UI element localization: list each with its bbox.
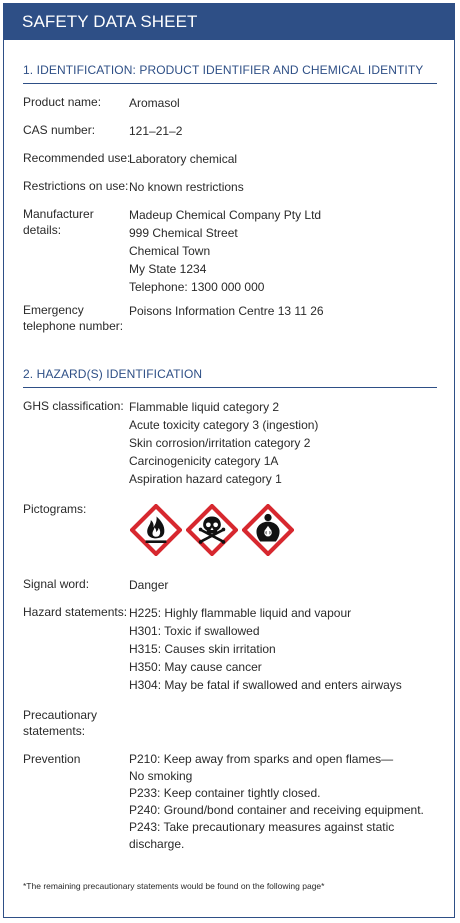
manufacturer-line: Chemical Town: [129, 244, 211, 258]
hazard-statement: H301: Toxic if swallowed: [129, 624, 260, 638]
sheet-title: SAFETY DATA SHEET: [4, 4, 454, 40]
prevention-line: P240: Ground/bond container and receiving equipment.: [129, 803, 424, 817]
product-name-label: Product name:: [23, 95, 102, 109]
manufacturer-line: My State 1234: [129, 262, 207, 276]
cas-label: CAS number:: [23, 123, 96, 137]
hazard-statement: H225: Highly flammable liquid and vapour: [129, 606, 352, 620]
manufacturer-label-line-2: details:: [23, 223, 62, 237]
ghs-item: Carcinogenicity category 1A: [129, 454, 279, 468]
manufacturer-line: Madeup Chemical Company Pty Ltd: [129, 208, 322, 222]
signal-word-value: Danger: [129, 578, 169, 592]
manufacturer-label: [23, 206, 133, 238]
manufacturer-line: 999 Chemical Street: [129, 226, 238, 240]
emergency-label-line-1: Emergency: [23, 303, 84, 317]
precautionary-label: [23, 707, 133, 739]
emergency-label: [23, 302, 133, 334]
recommended-use-value: Laboratory chemical: [129, 152, 238, 166]
section-2-title: 2. HAZARD(S) IDENTIFICATION: [23, 367, 437, 388]
skull-crossbones-icon: [186, 504, 238, 556]
emergency-label-line-2: telephone number:: [23, 319, 124, 333]
hazard-statement: H304: May be fatal if swallowed and enters airways: [129, 678, 402, 692]
ghs-item: Acute toxicity category 3 (ingestion): [129, 418, 319, 432]
product-name-value: Aromasol: [129, 96, 180, 110]
manufacturer-label-line-1: Manufacturer: [23, 207, 94, 221]
prevention-line: P233: Keep container tightly closed.: [129, 786, 321, 800]
health-hazard-icon: [242, 504, 294, 556]
pictograms-group: [130, 504, 294, 556]
prevention-label: Prevention: [23, 752, 81, 766]
hazard-statements-row: [23, 604, 443, 700]
ghs-classifications: [129, 398, 441, 488]
signal-word-label: Signal word:: [23, 577, 90, 591]
ghs-item: Flammable liquid category 2: [129, 400, 280, 414]
ghs-label: GHS classification:: [23, 399, 124, 413]
ghs-row: [23, 398, 443, 494]
prevention-line: P210: Keep away from sparks and open flames—: [129, 752, 394, 766]
footnote: *The remaining precautionary statements would be found on the following page*: [23, 881, 325, 891]
precautionary-row: [23, 707, 443, 743]
hazard-statements-label: Hazard statements:: [23, 605, 128, 619]
emergency-value: Poisons Information Centre 13 11 26: [129, 304, 324, 318]
emergency-row: [23, 302, 443, 338]
pictograms-row: [23, 501, 443, 561]
restrictions-label: Restrictions on use:: [23, 179, 129, 193]
prevention-statements: [129, 751, 441, 853]
prevention-line: No smoking: [129, 769, 193, 783]
prevention-line: discharge.: [129, 837, 185, 851]
hazard-statement: H315: Causes skin irritation: [129, 642, 276, 656]
hazard-statement: H350: May cause cancer: [129, 660, 262, 674]
flame-icon: [130, 504, 182, 556]
precautionary-label-line-1: Precautionary: [23, 708, 98, 722]
manufacturer-row: [23, 206, 443, 298]
precautionary-label-line-2: statements:: [23, 724, 86, 738]
prevention-row: [23, 751, 443, 861]
restrictions-value: No known restrictions: [129, 180, 244, 194]
recommended-use-label: Recommended use:: [23, 151, 131, 165]
ghs-item: Aspiration hazard category 1: [129, 472, 282, 486]
section-1-title: 1. IDENTIFICATION: PRODUCT IDENTIFIER AND CHEMICAL IDENTITY: [23, 63, 437, 84]
pictograms-label: Pictograms:: [23, 502, 87, 516]
manufacturer-line: Telephone: 1300 000 000: [129, 280, 265, 294]
prevention-line: P243: Take precautionary measures against static: [129, 820, 395, 834]
safety-data-sheet: [3, 3, 455, 918]
hazard-statements: [129, 604, 441, 694]
ghs-item: Skin corrosion/irritation category 2: [129, 436, 311, 450]
cas-value: 121–21–2: [129, 124, 183, 138]
manufacturer-details: [129, 206, 441, 296]
